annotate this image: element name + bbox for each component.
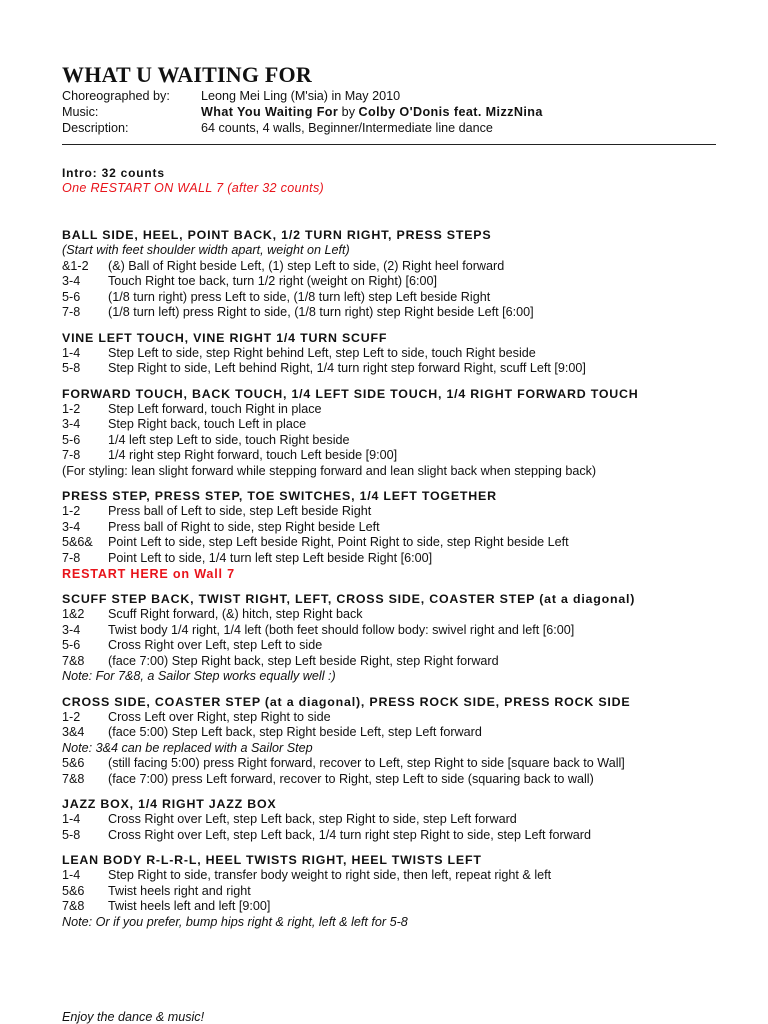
step-count: 5-8: [62, 827, 81, 842]
enjoy-note: Enjoy the dance & music!: [62, 1010, 205, 1024]
step-description: Step Right to side, Left behind Right, 1/4 turn right step forward Right, scuff Left [9:00]: [108, 361, 586, 375]
step-row: [62, 504, 716, 520]
step-count: 3-4: [62, 417, 81, 431]
step-count: 3-4: [62, 519, 81, 534]
step-note: Note: For 7&8, a Sailor Step works equally well :): [62, 669, 336, 683]
step-row: [62, 361, 716, 377]
step-row: [62, 433, 716, 449]
step-count: 1-2: [62, 709, 81, 724]
step-description: (face 7:00) press Left forward, recover to Right, step Left to side (squaring back to wall): [108, 771, 594, 786]
step-description: (still facing 5:00) press Right forward, recover to Left, step Right to side [square back to Wall]: [108, 756, 625, 770]
step-row: [62, 448, 716, 464]
step-sections: [62, 227, 716, 939]
step-row: [62, 654, 716, 670]
step-count: 1-4: [62, 812, 81, 826]
step-description: Touch Right toe back, turn 1/2 right (weight on Right) [6:00]: [108, 274, 438, 288]
step-row: [62, 417, 716, 433]
step-row: [62, 884, 716, 900]
description-label: Description:: [62, 121, 129, 135]
choreographer-row: [62, 88, 716, 104]
step-count: 1-2: [62, 504, 81, 518]
step-description: Press ball of Left to side, step Left beside Right: [108, 504, 372, 518]
step-row: [62, 305, 716, 321]
step-description: (face 7:00) Step Right back, step Left beside Right, step Right forward: [108, 653, 499, 668]
section-title: JAZZ BOX, 1/4 RIGHT JAZZ BOX: [62, 797, 277, 811]
step-description: Step Left forward, touch Right in place: [108, 401, 322, 416]
step-count: &1-2: [62, 258, 89, 273]
step-count: 5&6: [62, 883, 85, 898]
step-row: [62, 623, 716, 639]
choreographed-value: Leong Mei Ling (M'sia) in May 2010: [201, 89, 401, 103]
section-title: VINE LEFT TOUCH, VINE RIGHT 1/4 TURN SCUFF: [62, 330, 388, 345]
step-row: [62, 899, 716, 915]
step-count: 3&4: [62, 725, 85, 739]
choreographed-label: Choreographed by:: [62, 89, 170, 103]
step-description: Point Left to side, 1/4 turn left step Left beside Right [6:00]: [108, 550, 433, 565]
music-by: by: [338, 105, 359, 119]
step-row: [62, 828, 716, 844]
step-count: 5-6: [62, 638, 81, 652]
step-row: [62, 638, 716, 654]
step-row: [62, 402, 716, 418]
step-row: [62, 346, 716, 362]
step-row: [62, 274, 716, 290]
step-section: [62, 330, 716, 377]
styling-note: (For styling: lean slight forward while stepping forward and lean slight back when stepping back): [62, 463, 597, 478]
step-description: (1/8 turn left) press Right to side, (1/8 turn right) step Right beside Left [6:00]: [108, 305, 534, 319]
step-note: Note: Or if you prefer, bump hips right & right, left & left for 5-8: [62, 914, 408, 929]
step-description: 1/4 right step Right forward, touch Left beside [9:00]: [108, 448, 398, 462]
step-row: [62, 290, 716, 306]
step-count: 3-4: [62, 622, 81, 637]
step-description: Twist heels right and right: [108, 883, 251, 898]
step-count: 1-4: [62, 345, 81, 360]
step-count: 7-8: [62, 305, 81, 319]
restart-marker: RESTART HERE on Wall 7: [62, 567, 235, 581]
music-song: What You Waiting For: [201, 105, 339, 119]
step-section: [62, 227, 716, 321]
music-label: Music:: [62, 105, 99, 119]
section-title: FORWARD TOUCH, BACK TOUCH, 1/4 LEFT SIDE TOUCH, 1/4 RIGHT FORWARD TOUCH: [62, 386, 639, 401]
step-description: (1/8 turn right) press Left to side, (1/8 turn left) step Left beside Right: [108, 289, 491, 304]
step-count: 1&2: [62, 607, 85, 621]
step-count: 7&8: [62, 899, 85, 913]
music-artist: Colby O'Donis feat. MizzNina: [358, 105, 543, 119]
header-divider: [62, 144, 716, 145]
step-count: 5-8: [62, 361, 81, 375]
step-description: Cross Right over Left, step Left to side: [108, 638, 323, 652]
step-row: [62, 725, 716, 741]
description-value: 64 counts, 4 walls, Beginner/Intermediate line dance: [201, 121, 493, 135]
step-row: [62, 535, 716, 551]
step-description: (&) Ball of Right beside Left, (1) step Left to side, (2) Right heel forward: [108, 258, 505, 273]
step-section: [62, 852, 716, 930]
step-row: [62, 772, 716, 788]
step-count: 5-6: [62, 432, 81, 447]
step-count: 7&8: [62, 653, 85, 668]
section-title: PRESS STEP, PRESS STEP, TOE SWITCHES, 1/4 LEFT TOGETHER: [62, 489, 497, 503]
step-section: [62, 694, 716, 788]
step-count: 1-2: [62, 401, 81, 416]
section-title: CROSS SIDE, COASTER STEP (at a diagonal), PRESS ROCK SIDE, PRESS ROCK SIDE: [62, 694, 631, 709]
step-description: Step Right back, touch Left in place: [108, 417, 307, 431]
step-description: 1/4 left step Left to side, touch Right beside: [108, 432, 350, 447]
step-count: 7-8: [62, 448, 81, 462]
description-row: [62, 120, 716, 136]
step-description: Cross Right over Left, step Left back, 1/4 turn right step Right to side, step Left forward: [108, 827, 592, 842]
step-description: Scuff Right forward, (&) hitch, step Right back: [108, 607, 363, 621]
section-title: BALL SIDE, HEEL, POINT BACK, 1/2 TURN RIGHT, PRESS STEPS: [62, 228, 492, 242]
step-section: [62, 796, 716, 843]
music-value: [201, 104, 543, 120]
step-count: 5-6: [62, 289, 81, 304]
step-count: 7-8: [62, 550, 81, 565]
step-section: [62, 386, 716, 480]
section-title: LEAN BODY R-L-R-L, HEEL TWISTS RIGHT, HEEL TWISTS LEFT: [62, 853, 482, 867]
intro-block: [62, 166, 324, 196]
step-count: 5&6: [62, 756, 85, 770]
step-description: Step Left to side, step Right behind Left, step Left to side, touch Right beside: [108, 345, 536, 360]
step-row: [62, 812, 716, 828]
step-description: Press ball of Right to side, step Right beside Left: [108, 519, 380, 534]
step-section: [62, 488, 716, 582]
step-count: 1-4: [62, 868, 81, 882]
step-row: [62, 868, 716, 884]
step-description: (face 5:00) Step Left back, step Right beside Left, step Left forward: [108, 725, 482, 739]
step-count: 7&8: [62, 771, 85, 786]
step-count: 5&6&: [62, 535, 93, 549]
step-description: Twist heels left and left [9:00]: [108, 899, 271, 913]
step-description: Twist body 1/4 right, 1/4 left (both feet should follow body: swivel right and left [6:00]: [108, 622, 575, 637]
step-count: 3-4: [62, 274, 81, 288]
step-row: [62, 551, 716, 567]
step-row: [62, 259, 716, 275]
music-row: [62, 104, 716, 120]
step-row: [62, 520, 716, 536]
restart-note: One RESTART ON WALL 7 (after 32 counts): [62, 181, 325, 195]
intro-counts: Intro: 32 counts: [62, 166, 165, 180]
step-note: (Start with feet shoulder width apart, weight on Left): [62, 243, 350, 257]
step-description: Point Left to side, step Left beside Right, Point Right to side, step Right beside Left: [108, 535, 569, 549]
header-meta: [62, 88, 716, 136]
step-row: [62, 607, 716, 623]
step-section: [62, 591, 716, 685]
section-title: SCUFF STEP BACK, TWIST RIGHT, LEFT, CROSS SIDE, COASTER STEP (at a diagonal): [62, 592, 636, 606]
step-description: Cross Left over Right, step Right to side: [108, 709, 331, 724]
step-row: [62, 710, 716, 726]
step-description: Step Right to side, transfer body weight to right side, then left, repeat right & left: [108, 868, 552, 882]
step-description: Cross Right over Left, step Left back, step Right to side, step Left forward: [108, 812, 517, 826]
page-title: WHAT U WAITING FOR: [62, 62, 312, 87]
step-row: [62, 756, 716, 772]
step-note: Note: 3&4 can be replaced with a Sailor Step: [62, 740, 313, 755]
